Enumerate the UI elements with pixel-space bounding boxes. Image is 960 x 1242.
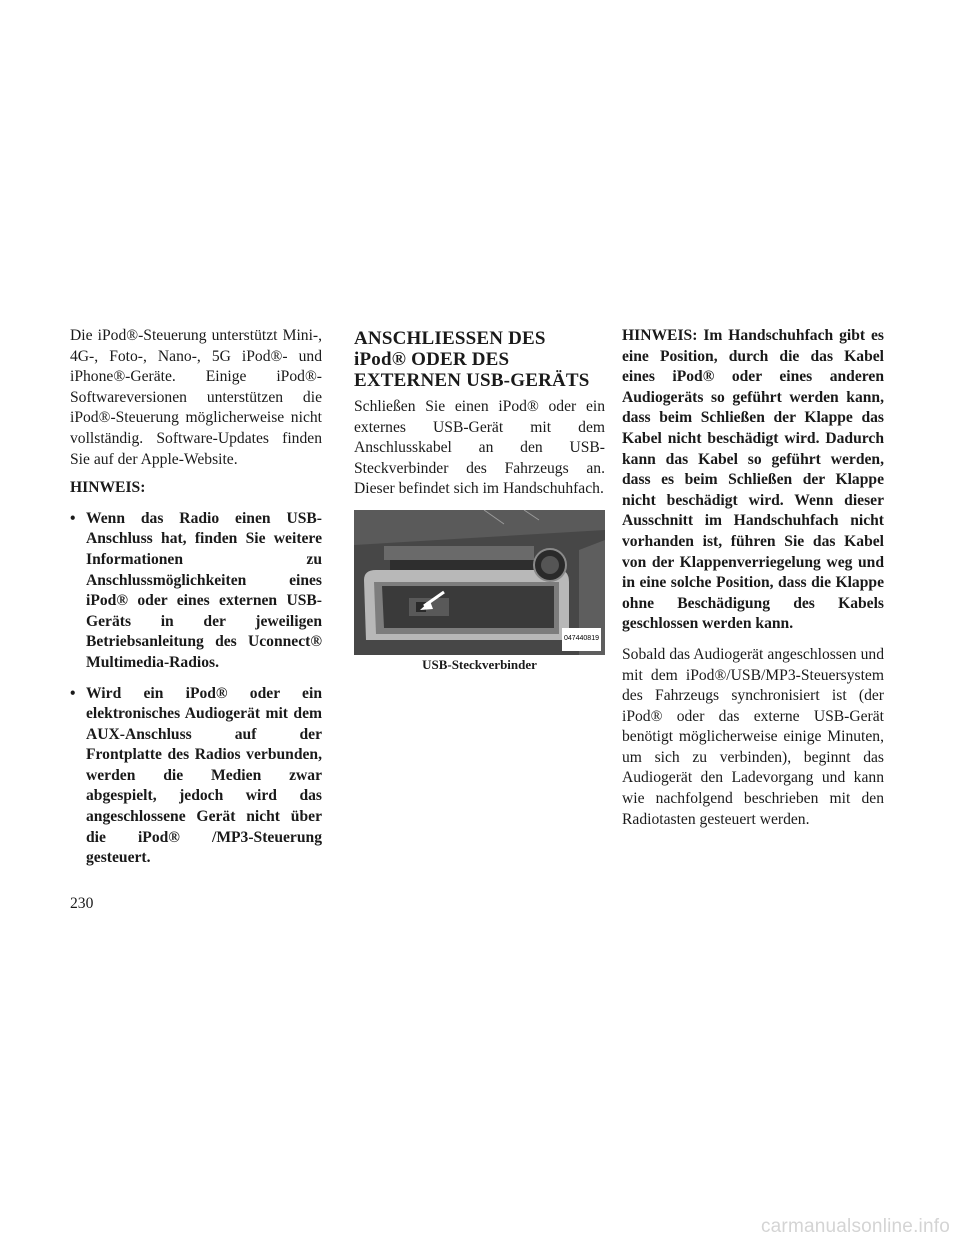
bullet-item — [70, 684, 322, 869]
sync-paragraph: Sobald das Audiogerät angeschlossen und mit dem iPod®/USB/MP3-Steuersystem des Fahrzeugs synchronisiert ist (der iPod® oder das externe USB-Gerät benötigt möglicherweise einige Minuten, um sich zu verbinden), beginnt das Audiogerät den Ladevorgang und kann wie nachfolgend beschrieben mit den Radiotasten gesteuert werden. — [622, 645, 884, 828]
figure-caption: USB-Steckverbinder — [422, 656, 537, 672]
intro-paragraph: Die iPod®-Steuerung unterstützt Mini-, 4G-, Foto-, Nano-, 5G iPod®- und iPhone®-Geräte. Einige iPod®-Softwareversionen unterstützen die iPod®-Steuerung möglicherweise nicht vollständig. Software-Updates finden Sie auf der Apple-Website. — [70, 327, 322, 468]
heading-line: iPod® ODER DES — [354, 349, 510, 370]
figure-code: 047440819 — [562, 628, 601, 651]
heading-line: ANSCHLIESSEN DES — [354, 328, 546, 349]
bullet-text: Wird ein iPod® oder ein elektronisches Audiogerät mit dem AUX-Anschluss auf der Frontplatte des Radios verbunden, werden die Medien zwar abgespielt, jedoch wird das angeschlossene Gerät nicht über die iPod® /MP3-Steuerung gesteuert. — [86, 684, 322, 867]
bullet-dot-icon: • — [70, 509, 76, 527]
glovebox-usb-figure — [354, 510, 605, 655]
bullet-text: Wenn das Radio einen USB-Anschluss hat, finden Sie weitere Informationen zu Anschlussmöglichkeiten eines iPod® oder eines externen USB-Geräts in der jeweiligen Betriebsanleitung des Uconnect® Multimedia-Radios. — [86, 509, 322, 671]
heading-line: EXTERNEN USB-GERÄTS — [354, 370, 590, 391]
section-heading — [354, 328, 605, 391]
connect-paragraph: Schließen Sie einen iPod® oder ein externes USB-Gerät mit dem Anschlusskabel an den USB-Steckverbinder des Fahrzeugs an. Dieser befindet sich im Handschuhfach. — [354, 398, 605, 498]
bullet-item — [70, 509, 322, 674]
page-number: 230 — [70, 895, 94, 912]
column-left — [70, 326, 322, 869]
watermark: carmanualsonline.info — [760, 1216, 950, 1237]
bullet-dot-icon: • — [70, 684, 76, 702]
note-paragraph: HINWEIS: Im Handschuhfach gibt es eine Position, durch die das Kabel eines iPod® oder eines anderen Audiogeräts so geführt werden kann, dass beim Schließen der Klappe das Kabel nicht beschädigt wird. Dadurch kann das Kabel so geführt werden, dass es beim Schließen der Klappe nicht beschädigt wird. Wenn dieser Ausschnitt im Handschuhfach nicht vorhanden ist, führen Sie das Kabel von der Klappenverriegelung weg und in eine solche Position, dass die Klappe ohne Beschädigung des Kabels geschlossen werden kann. — [622, 327, 884, 633]
column-middle — [354, 328, 605, 676]
column-right — [622, 326, 884, 830]
note-label: HINWEIS: — [70, 479, 146, 497]
